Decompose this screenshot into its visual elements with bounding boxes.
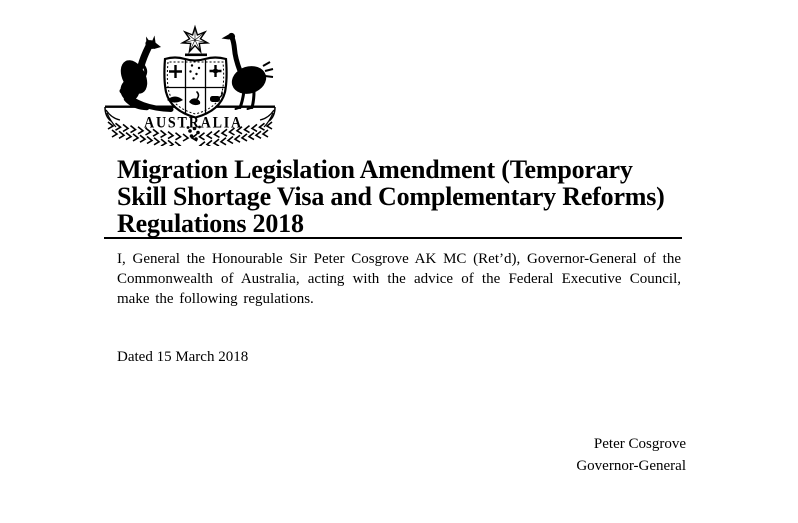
title-line-1: Migration Legislation Amendment (Temporary: [117, 155, 633, 184]
signatory-name: Peter Cosgrove: [593, 436, 686, 452]
signatory-role: Governor-General: [576, 458, 686, 474]
title-line-2: Skill Shortage Visa and Complementary Reforms): [117, 182, 665, 211]
shield-icon: [164, 58, 226, 118]
australia-banner-text: AUSTRALIA: [144, 114, 243, 132]
dated-line: Dated 15 March 2018: [117, 349, 249, 365]
kangaroo-icon: [115, 36, 171, 110]
document-title: [104, 156, 682, 239]
commonwealth-star-icon: [182, 27, 207, 52]
title-line-3: Regulations 2018: [117, 209, 304, 238]
signature-block: [576, 433, 686, 477]
australian-coat-of-arms-icon: [103, 14, 277, 146]
preamble-text: I, General the Honourable Sir Peter Cosgrove AK MC (Ret’d), Governor-General of the Commonwealth of Australia, acting with the advice of the Federal Executive Council, make the following regulations.: [117, 251, 681, 307]
torse: [185, 54, 207, 57]
emu-icon: [222, 33, 274, 109]
